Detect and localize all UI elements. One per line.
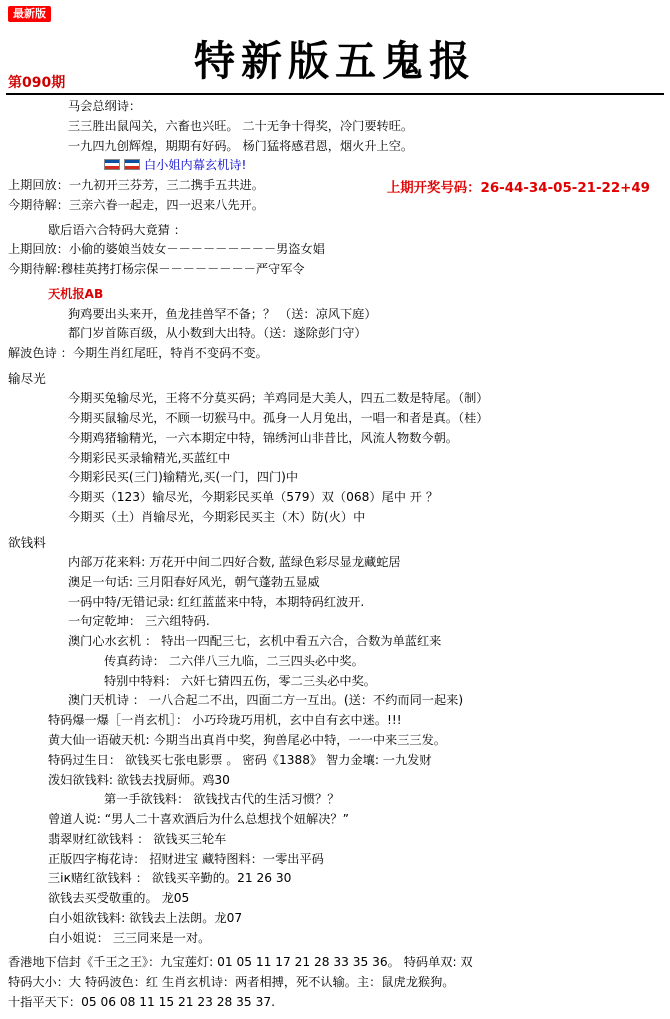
item-text: 三月阳春好风光，朝气蓬勃五显威 xyxy=(136,574,320,589)
current-period-text: 三亲六眷一起走，四一迟来八先开。 xyxy=(68,197,264,212)
item-text: 一八合起二不出，四面二方一互出。(送：不约而同一起来) xyxy=(148,693,464,708)
footer-text: 05 06 08 11 15 21 23 28 35 37. xyxy=(81,994,275,1009)
shujinguang-line: 今期鸡猪输精光，一六本期定中特，锦绣河山非昔比，风流人物数今朝。 xyxy=(68,430,458,445)
color-poem-label: 解波色诗 ： xyxy=(8,346,73,361)
flag-icon xyxy=(104,159,120,170)
poem-line-1: 三三胜出鼠闯关，六畜也兴旺。 二十无争十得奖，冷门要转旺。 xyxy=(68,118,414,133)
item-label: 黄大仙一语破天机: xyxy=(48,732,150,747)
item-text: 红红蓝蓝来中特，本期特码红波开. xyxy=(177,594,365,609)
draw-label: 上期开奖号码： xyxy=(386,181,481,197)
item-label: 传真药诗： xyxy=(104,653,165,668)
footer-text: 九宝莲灯: 01 05 11 17 21 28 33 35 36。 特码单双: 双 xyxy=(160,955,473,970)
page-title: 特新版五鬼报 xyxy=(194,37,476,85)
item-text: 欲钱去上法朗。龙07 xyxy=(129,910,243,925)
shujinguang-line: 今期彩民买(三门)输精光,买(一门，四门)中 xyxy=(68,470,299,485)
shujinguang-line: 今期买（123）输尽光，今期彩民买单（579）双（068）尾中 开 ？ xyxy=(68,490,439,505)
footer-label: 十指平天下： xyxy=(8,994,82,1009)
item-label: 澳门天机诗 ： xyxy=(68,693,145,708)
item-label: 白小姐说： xyxy=(48,930,109,945)
item-label: 正版四字梅花诗： xyxy=(48,851,146,866)
riddle-heading: 歇后语六合特码大竟猜 ： xyxy=(48,222,186,237)
footer-line-3 xyxy=(8,993,662,1013)
color-poem-text: 今期生肖红尾旺，特肖不变码不变。 xyxy=(72,346,268,361)
item-label: 泼妇欲钱料: xyxy=(48,772,114,787)
flag-icon xyxy=(124,159,140,170)
color-poem-row xyxy=(8,344,662,364)
last-period-text: 一九初开三芬芳，三二携手五共进。 xyxy=(68,178,264,193)
item-label: 特别中特料： xyxy=(104,673,178,688)
item-label: 一码中特/无错记录: xyxy=(68,594,174,609)
last-period-label: 上期回放： xyxy=(8,178,69,193)
shujinguang-line: 今期买（土）肖输尽光，今期彩民买主（木）防(火）中 xyxy=(68,509,366,524)
current-period-label: 今期待解： xyxy=(8,197,69,212)
shujinguang-line: 今期买兔输尽光，王将不分莫买码；羊鸡同是大美人，四五二数是特尾。（制） xyxy=(68,391,489,406)
yuqianliao-item xyxy=(8,612,662,632)
shujinguang-title: 输尽光 xyxy=(8,370,46,386)
tianji-title: 天机报AB xyxy=(48,286,104,301)
current-period-row-1 xyxy=(8,196,387,216)
item-text: 欲钱买三轮车 xyxy=(153,831,227,846)
item-label: 翡翠财红欲钱料 ： xyxy=(48,831,150,846)
yuqianliao-item xyxy=(8,593,662,613)
yuqianliao-item xyxy=(8,889,662,909)
poem-heading: 马会总纲诗： xyxy=(68,99,142,113)
yuqianliao-item xyxy=(8,573,662,593)
item-text: “男人二十喜欢酒后为什么总想找个妞解决？” xyxy=(104,812,349,827)
yuqianliao-item xyxy=(8,909,662,929)
yuqianliao-item xyxy=(8,810,662,830)
item-text: 小巧玲珑巧用机，玄中自有玄中迷。!!! xyxy=(192,713,402,728)
item-label: 白小姐欲钱料: xyxy=(48,910,126,925)
yuqianliao-item xyxy=(8,790,662,810)
item-text: 二六伴八三九临，二三四头必中奖。 xyxy=(168,653,364,668)
yuqianliao-item xyxy=(8,850,662,870)
draw-result xyxy=(387,176,662,200)
footer-line-1 xyxy=(8,953,662,973)
item-text: 欲钱找古代的生活习惯？？ xyxy=(193,792,340,807)
title-divider xyxy=(6,93,664,95)
item-label: 澳足一句话: xyxy=(68,574,134,589)
report-body xyxy=(0,97,670,1019)
yuqianliao-item xyxy=(8,929,662,949)
item-text: 万花开中间二四好合数, 蓝绿色彩尽显龙藏蛇居 xyxy=(149,555,401,570)
secret-poem-row xyxy=(8,156,662,176)
riddle-label-current: 今期待解: xyxy=(8,262,61,277)
yuqianliao-item xyxy=(8,632,662,652)
item-label: 欲钱去买受敬重的。 xyxy=(48,891,158,906)
item-label: 曾道人说: xyxy=(48,812,101,827)
shujinguang-line: 今期彩民买录输精光,买蓝红中 xyxy=(68,450,231,465)
yuqianliao-item xyxy=(8,672,662,692)
riddle-row-2 xyxy=(8,260,662,280)
item-text: 招财进宝 藏特图料：一零出平码 xyxy=(149,851,324,866)
yuqianliao-item xyxy=(8,771,662,791)
riddle-row-1 xyxy=(8,240,662,260)
yuqianliao-item xyxy=(8,830,662,850)
item-text: 欲钱买七张电影票 。 密码《1388》 智力金壤: 一九发财 xyxy=(125,752,432,767)
item-text: 欲钱买辛勤的。21 26 30 xyxy=(151,871,292,886)
footer-line-2: 特码大小：大 特码波色：红 生肖玄机诗：两者相搏，死不认输。主：鼠虎龙猴狗。 xyxy=(8,975,455,990)
riddle-label-last: 上期回放： xyxy=(8,242,69,257)
item-label: 澳门心水玄机 ： xyxy=(68,634,158,649)
item-text: 六奸七猜四五伤，零二三头必中奖。 xyxy=(181,673,376,688)
item-label: 第一手欲钱料： xyxy=(104,792,190,807)
yuqianliao-title: 欲钱料 xyxy=(8,534,46,550)
last-period-block xyxy=(8,176,662,216)
shujinguang-line: 今期买鼠输尽光，不顾一切猴马中。孤身一人月兔出，一唱一和者是真。（桂） xyxy=(68,411,489,426)
item-label: 内部万花来料: xyxy=(68,555,146,570)
draw-numbers: 26-44-34-05-21-22+49 xyxy=(480,181,650,197)
item-text: 欲钱去找厨师。鸡30 xyxy=(116,772,230,787)
yuqianliao-item xyxy=(8,751,662,771)
item-label: 特码过生日： xyxy=(48,752,122,767)
riddle-text-current: 穆桂英拷打杨宗保－－－－－－－－严守军令 xyxy=(60,262,305,277)
item-text: 三六组特码. xyxy=(145,614,210,629)
yuqianliao-item xyxy=(8,869,662,889)
tianji-line-1: 狗鸡要出头来开，鱼龙挂兽罕不备；？ （送：凉风下庭） xyxy=(68,306,377,321)
yuqianliao-item xyxy=(8,691,662,711)
secret-poem-label: 白小姐内幕玄机诗! xyxy=(144,158,247,173)
footer-label: 香港地下信封《千王之王》： xyxy=(8,955,161,970)
yuqianliao-item xyxy=(8,711,662,731)
item-text: 今期当出真肖中奖，狗兽尾必中特，一一中来三三发。 xyxy=(153,732,446,747)
item-text: 特出一四配三七，玄机中看五六合，合数为单蓝红来 xyxy=(161,634,442,649)
last-period-row-1 xyxy=(8,176,387,196)
yuqianliao-item xyxy=(8,731,662,751)
item-label: 一句定乾坤： xyxy=(68,614,142,629)
tianji-line-2: 都门岁首陈百级，从小数到大出特。（送：遂除彭门守） xyxy=(68,326,367,341)
new-version-badge: 最新版 xyxy=(8,6,51,22)
item-text: 龙05 xyxy=(161,891,190,906)
item-text: 三三同来是一对。 xyxy=(112,930,211,945)
item-label: 三ік赌红欲钱料 ： xyxy=(48,871,148,886)
yuqianliao-item xyxy=(8,652,662,672)
item-label: 特码爆一爆［一肖玄机］： xyxy=(48,713,189,728)
yuqianliao-item xyxy=(8,553,662,573)
issue-number: 第090期 xyxy=(8,75,66,91)
poem-line-2: 一九四九创辉煌，期期有好码。 杨门猛将感君恩，烟火升上空。 xyxy=(68,138,414,153)
riddle-text-last: 小偷的婆娘当妓女－－－－－－－－－男盗女娼 xyxy=(68,242,325,257)
